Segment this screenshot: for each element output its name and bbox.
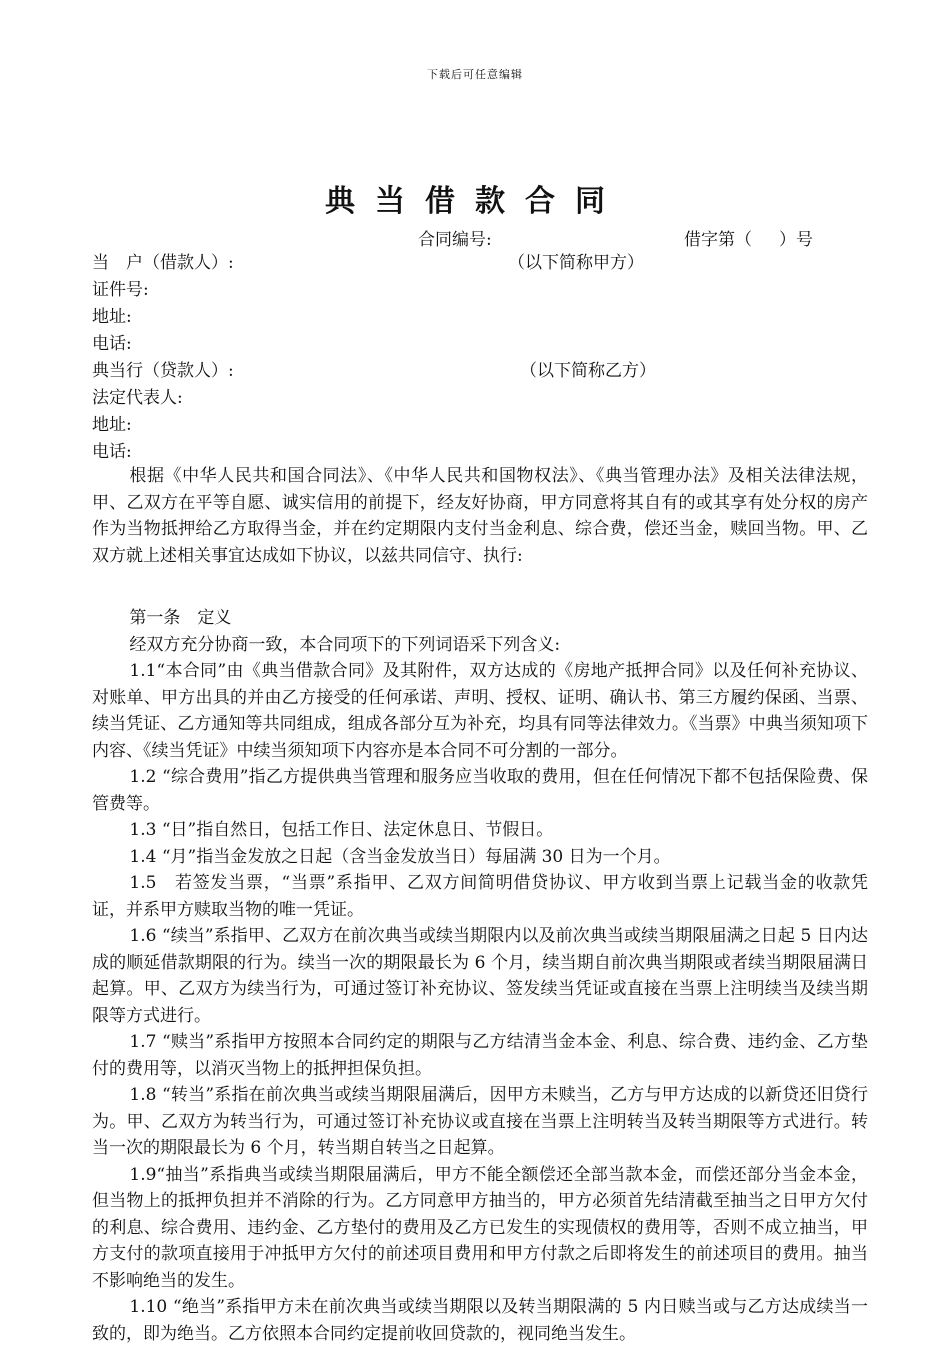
preamble-paragraph: 根据《中华人民共和国合同法》、《中华人民共和国物权法》、《典当管理办法》及相关法律法规，甲、乙双方在平等自愿、诚实信用的前提下，经友好协商，甲方同意将其自有的或其享有处分权的房产作为当物抵押给乙方取得当金，并在约定期限内支付当金利息、综合费，偿还当金，赎回当物。甲、乙双方就上述相关事宜达成如下协议，以兹共同信守、执行: bbox=[92, 466, 868, 566]
field-row-lender-phone bbox=[92, 439, 882, 466]
contract-body bbox=[92, 463, 868, 1347]
field-row-phone bbox=[92, 331, 882, 358]
article-intro: 经双方充分协商一致，本合同项下的下列词语采下列含义: bbox=[129, 634, 561, 655]
document-title: 典当借款合同 bbox=[325, 184, 625, 219]
field-label: 地址: bbox=[92, 307, 132, 327]
clause-paragraph: 1.9“抽当”系指典当或续当期限届满后，甲方不能全额偿还全部当款本金，而偿还部分当金本金，但当物上的抵押负担并不消除的行为。乙方同意甲方抽当的，甲方必须首先结清截至抽当之日甲方欠付的利息、综合费用、违约金、乙方垫付的费用及乙方已发生的实现债权的费用等，否则不成立抽当，甲方支付的款项直接用于冲抵甲方欠付的前述项目费用和甲方付款之后即将发生的前述项目的费用。抽当不影响绝当的发生。 bbox=[92, 1164, 868, 1291]
loan-number-label: 借字第（ ）号 bbox=[684, 230, 814, 250]
field-row-legal-rep bbox=[92, 385, 882, 412]
field-row-id-number bbox=[92, 277, 882, 304]
field-label: 当 户（借款人）: bbox=[92, 253, 234, 273]
clause-paragraph: 1.2 “综合费用”指乙方提供典当管理和服务应当收取的费用，但在任何情况下都不包括保险费、保管费等。 bbox=[92, 767, 868, 814]
party-fields bbox=[92, 250, 882, 466]
field-note: （以下简称乙方） bbox=[520, 361, 656, 381]
field-label: 证件号: bbox=[92, 280, 149, 300]
field-label: 法定代表人: bbox=[92, 388, 183, 408]
field-note: （以下简称甲方） bbox=[508, 253, 644, 273]
clause-paragraph: 1.6 “续当”系指甲、乙双方在前次典当或续当期限内以及前次典当或续当期限届满之日起 5 日内达成的顺延借款期限的行为。续当一次的期限最长为 6 个月，续当期自前次典当期限或者续当期限届满日起算。甲、乙双方为续当行为，可通过签订补充协议、签发续当凭证或直接在当票上注明续当及续当期限等方式进行。 bbox=[92, 926, 868, 1026]
clause-paragraph: 1.1“本合同”由《典当借款合同》及其附件，双方达成的《房地产抵押合同》以及任何补充协议、对账单、甲方出具的并由乙方接受的任何承诺、声明、授权、证明、确认书、第三方履约保函、当票、续当凭证、乙方通知等共同组成，组成各部分互为补充，均具有同等法律效力。《当票》中典当须知项下内容、《续当凭证》中续当须知项下内容亦是本合同不可分割的一部分。 bbox=[92, 661, 868, 761]
field-label: 典当行（贷款人）: bbox=[92, 361, 234, 381]
clause-paragraph: 1.8 “转当”系指在前次典当或续当期限届满后，因甲方未赎当，乙方与甲方达成的以新贷还旧贷行为。甲、乙双方为转当行为，可通过签订补充协议或直接在当票上注明转当及转当期限等方式进行。转当一次的期限最长为 6 个月，转当期自转当之日起算。 bbox=[92, 1085, 868, 1158]
field-row-address bbox=[92, 304, 882, 331]
field-row-borrower bbox=[92, 250, 882, 277]
clause-paragraph: 1.4 “月”指当金发放之日起（含当金发放当日）每届满 30 日为一个月。 bbox=[129, 846, 671, 867]
field-row-lender bbox=[92, 358, 882, 385]
clause-paragraph: 1.7 “赎当”系指甲方按照本合同约定的期限与乙方结清当金本金、利息、综合费、违约金、乙方垫付的费用等，以消灭当物上的抵押担保负担。 bbox=[92, 1032, 868, 1079]
article-heading: 第一条 定义 bbox=[129, 608, 232, 628]
header-note: 下载后可任意编辑 bbox=[427, 68, 523, 81]
clause-paragraph: 1.10 “绝当”系指甲方未在前次典当或续当期限以及转当期限满的 5 内日赎当或与乙方达成续当一致的，即为绝当。乙方依照本合同约定提前收回贷款的，视同绝当发生。 bbox=[92, 1297, 868, 1344]
clause-paragraph: 1.3 “日”指自然日，包括工作日、法定休息日、节假日。 bbox=[129, 820, 554, 840]
contract-number-label: 合同编号: bbox=[418, 230, 492, 250]
field-row-lender-address bbox=[92, 412, 882, 439]
field-label: 电话: bbox=[92, 442, 132, 462]
field-label: 地址: bbox=[92, 415, 132, 435]
field-label: 电话: bbox=[92, 334, 132, 354]
clause-paragraph: 1.5 若签发当票，“当票”系指甲、乙双方间简明借贷协议、甲方收到当票上记载当金的收款凭证，并系甲方赎取当物的唯一凭证。 bbox=[92, 873, 868, 920]
